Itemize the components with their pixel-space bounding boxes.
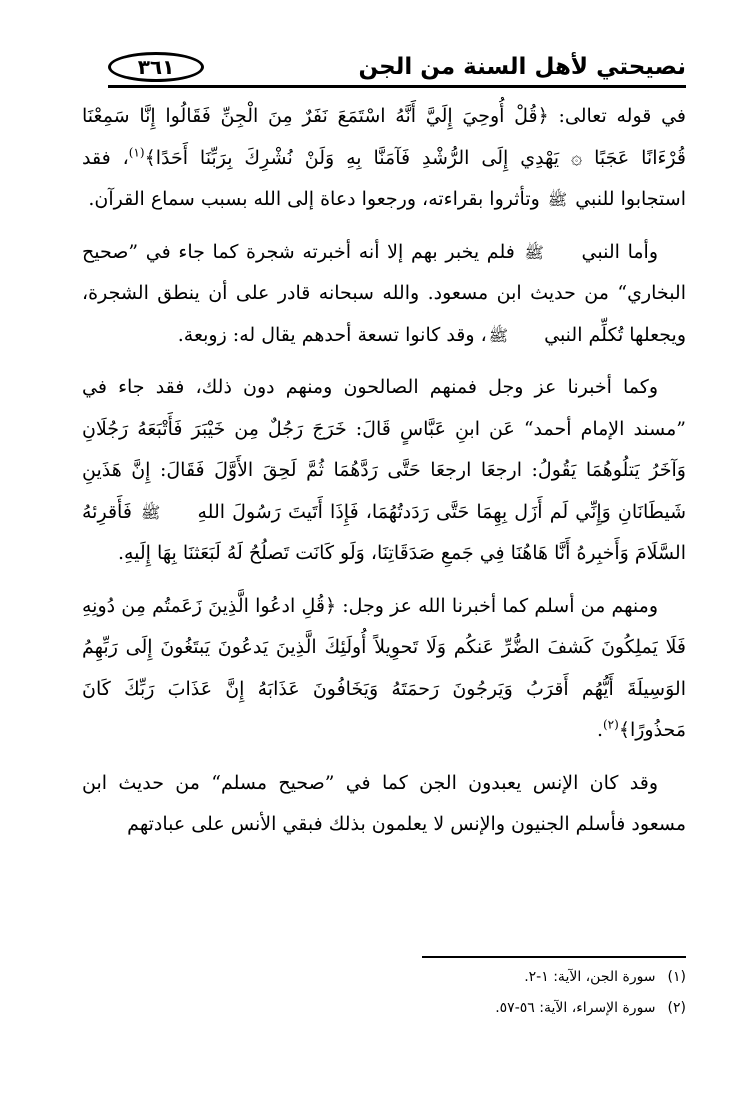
main-text <box>82 96 686 846</box>
salawat-icon: ﷺ <box>547 190 568 209</box>
page-number: ٣٦١ <box>137 55 175 79</box>
footnote-2-text: سورة الإسراء، الآية: ٥٦-٥٧. <box>495 1000 656 1016</box>
paragraph-4-end: . <box>596 719 603 741</box>
paragraph-2-middle: فلم يخبر بهم إلا أنه أخبرته شجرة كما جاء في ”صحيح البخاري“ من حديث ابن مسعود. والله سبحانه قادر على أن ينطق الشجرة، ويجعلها تُكلِّم النبي <box>82 240 686 346</box>
paragraph-3-end: فَأَقرِئهُ السَّلَامَ وَأَخبِرهُ أَنَّا هَاهُنَا فِي جَمعِ صَدَقَاتِنَا، وَلَو كَانَت تَصلُحُ لَهُ لَبَعَثنَا بِهَا إِلَيهِ. <box>82 500 686 564</box>
footnote-1 <box>300 962 686 993</box>
salawat-icon: ﷺ <box>141 502 161 522</box>
header-rule <box>108 85 686 88</box>
quran-quote-1: ﴿قُلْ أُوحِيَ إِلَيَّ أَنَّهُ اسْتَمَعَ نَفَرٌ مِنَ الْجِنِّ فَقَالُوا إِنَّا سَمِعْنَا قُرْءَانًا عَجَبًا ۞ يَهْدِي إِلَى الرُّشْدِ فَآمَنَّا بِهِ وَلَنْ نُشْرِكَ بِرَبِّنَا أَحَدًا﴾ <box>82 105 686 169</box>
book-title: نصيحتي لأهل السنة من الجن <box>358 54 686 80</box>
paragraph-5: وقد كان الإنس يعبدون الجن كما في ”صحيح مسلم“ من حديث ابن مسعود فأسلم الجنيون والإنس لا يعلمون بذلك فبقي الأنس على عبادتهم <box>82 771 686 835</box>
salawat-icon: ﷺ <box>524 242 544 262</box>
footnote-1-number: (١) <box>667 969 686 985</box>
running-header <box>108 46 686 86</box>
footnotes <box>300 962 686 1024</box>
paragraph-2-start: وأما النبي <box>573 240 659 263</box>
quran-quote-2: ﴿قُلِ ادعُوا الَّذِينَ زَعَمتُم مِن دُونِهِ فَلَا يَملِكُونَ كَشفَ الضُّرِّ عَنكُم وَلَا تَحوِيلاً أُولَئِكَ الَّذِينَ يَدعُونَ يَبتَغُونَ إِلَى رَبِّهِمُ الوَسِيلَةَ أَيُّهُم أَقرَبُ وَيَرجُونَ رَحمَتَهُ وَيَخَافُونَ عَذَابَهُ إِنَّ عَذَابَ رَبِّكَ كَانَ مَحذُورًا﴾ <box>82 594 686 741</box>
paragraph-4-intro: ومنهم من أسلم كما أخبرنا الله عز وجل: <box>336 594 658 617</box>
paragraph-4 <box>82 586 686 752</box>
footnote-2-number: (٢) <box>667 1000 686 1016</box>
paragraph-1-intro: في قوله تعالى: <box>548 105 686 127</box>
paragraph-1-end: وتأثروا بقراءته، ورجعوا دعاة إلى الله بسبب سماع القرآن. <box>88 188 546 210</box>
footnote-ref-1: (١) <box>128 145 145 160</box>
footnote-1-text: سورة الجن، الآية: ١-٢. <box>524 969 656 985</box>
paragraph-1-middle: ، فقد استجابوا للنبي <box>82 146 686 210</box>
paragraph-3 <box>82 367 686 575</box>
salawat-icon: ﷺ <box>488 325 509 345</box>
paragraph-1 <box>82 96 686 221</box>
paragraph-2-end: ، وقد كانوا تسعة أحدهم يقال له: زوبعة. <box>177 323 487 346</box>
footnote-rule <box>422 956 686 958</box>
paragraph-3-start: وكما أخبرنا عز وجل فمنهم الصالحون ومنهم دون ذلك، فقد جاء في ”مسند الإمام أحمد“ عَن ابنِ عَبَّاسٍ قَالَ: خَرَجَ رَجُلٌ مِن خَيْبَرَ فَأَتْبَعَهُ رَجُلَانِ وَآخَرُ يَتلُوهُمَا يَقُولُ: ارجعَا ارجعَا حَتَّى رَدَّهُمَا ثُمَّ لَحِقَ الأَوَّلَ فَقَالَ: إِنَّ هَذَينِ شَيطَانَانِ وَإِنِّي لَم أَزَل بِهِمَا حَتَّى رَدَدتُهُمَا، فَإِذَا أَتَيتَ رَسُولَ اللهِ <box>82 376 686 523</box>
page-number-frame <box>108 52 204 82</box>
footnote-ref-2: (٢) <box>602 717 619 732</box>
footnote-2 <box>300 993 686 1024</box>
paragraph-2 <box>82 232 686 357</box>
